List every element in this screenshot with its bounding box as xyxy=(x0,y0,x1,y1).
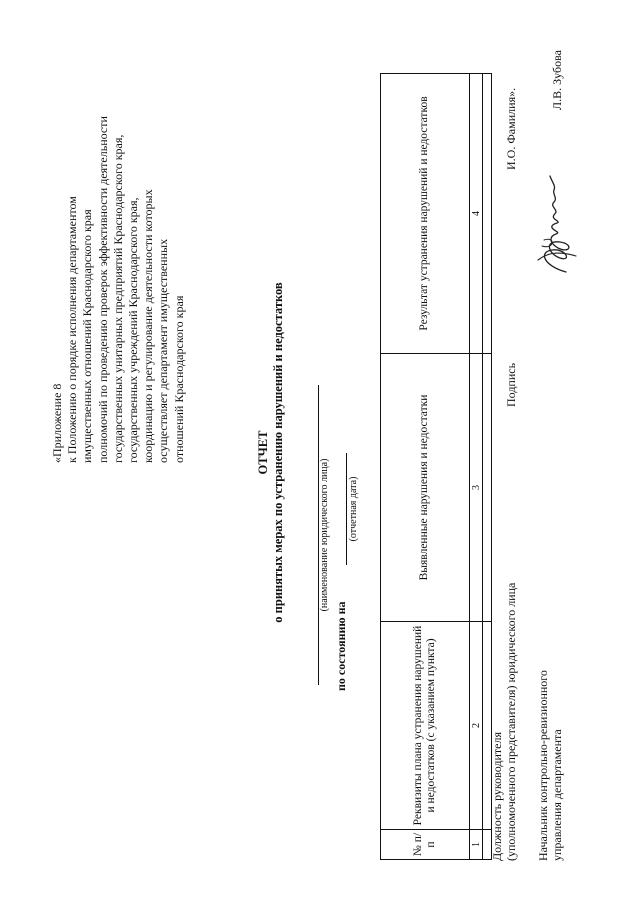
column-number-cell: 2 xyxy=(470,622,483,830)
table-cell xyxy=(483,74,492,354)
appendix-line: «Приложение 8 xyxy=(50,383,64,463)
appendix-line: государственных унитарных предприятий Краснодарского края, xyxy=(110,134,125,463)
chief-position-line1: Начальник контрольно-ревизионного xyxy=(536,670,550,861)
report-title-block xyxy=(256,0,286,905)
appendix-line: осуществляет департамент имущественных xyxy=(156,238,171,463)
signer-name-placeholder: И.О. Фамилия». xyxy=(504,87,518,170)
appendix-line: к Положению о порядке исполнения департаментом xyxy=(65,196,80,463)
table-header-row xyxy=(381,74,470,860)
signature-label: Подпись xyxy=(504,362,518,407)
appendix-note xyxy=(50,116,187,463)
header-result: Результат устранения нарушений и недостатков xyxy=(381,74,470,354)
appendix-line: полномочий по проведению проверок эффективности деятельности xyxy=(95,116,110,463)
appendix-line: имущественных отношений Краснодарского края xyxy=(80,209,95,463)
signer-position-line2: (уполномоченного представителя) юридического лица xyxy=(504,582,518,861)
report-table xyxy=(380,73,492,860)
report-title: ОТЧЕТ xyxy=(256,430,270,475)
header-violations: Выявленные нарушения и недостатки xyxy=(381,354,470,622)
header-number: № п/п xyxy=(381,830,470,860)
asof-label: по состоянию на xyxy=(334,601,348,691)
chief-name: Л.В. Зубова xyxy=(550,50,564,110)
appendix-line: государственных учреждений Краснодарского края, xyxy=(126,197,141,463)
table-cell xyxy=(483,354,492,622)
column-number-cell: 3 xyxy=(470,354,483,622)
table-column-numbers-row xyxy=(470,74,483,860)
header-plan-details: Реквизиты плана устранения нарушений и недостатков (с указанием пункта) xyxy=(381,622,470,830)
appendix-line: координацию и регулирование деятельности которых xyxy=(141,189,156,463)
column-number-cell: 4 xyxy=(470,74,483,354)
report-date-caption: (отчетная дата) xyxy=(348,476,359,542)
chief-position-line2: управления департамента xyxy=(550,729,564,861)
column-number-cell: 1 xyxy=(470,830,483,860)
appendix-line: отношений Краснодарского края xyxy=(171,295,186,463)
report-subtitle: о принятых мерах по устранению нарушений и недостатков xyxy=(271,282,285,623)
signer-position-line1: Должность руководителя xyxy=(490,732,504,861)
org-name-caption: (наименование юридического лица) xyxy=(319,458,330,612)
report-date-line xyxy=(346,453,347,565)
handwritten-signature xyxy=(526,170,588,280)
